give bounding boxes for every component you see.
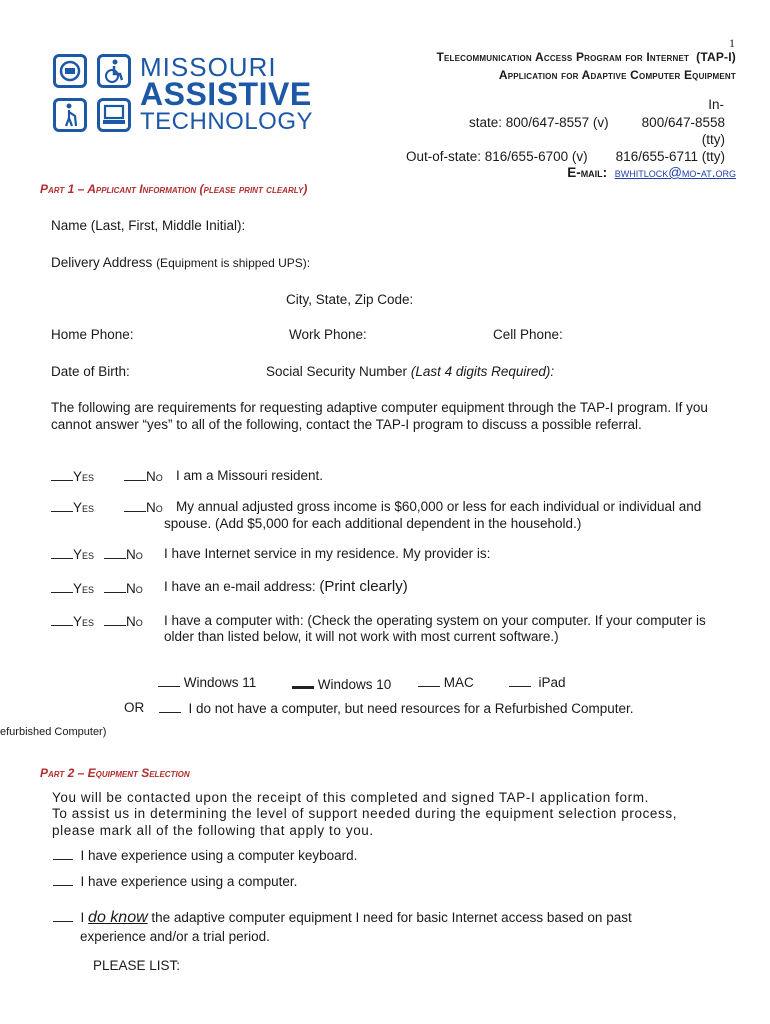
os-blank[interactable] [509,674,531,687]
os-blank[interactable] [292,674,314,689]
part2-item-computer[interactable]: I have experience using a computer. [53,873,297,889]
delivery-note: (Equipment is shipped UPS): [156,256,311,270]
program-title-text: Telecommunication Access Program for Internet [436,50,690,64]
part2-intro-1: You will be contacted upon the receipt of this completed and signed TAP-I application form. [52,790,649,805]
home-phone-label: Home Phone: [51,327,134,342]
item-blank[interactable] [53,873,73,886]
or-label: OR [124,700,145,715]
email-line [567,165,736,180]
program-title-tag: (TAP-I) [696,50,736,64]
q1-yes-blank[interactable] [51,468,73,481]
application-title: Application for Adaptive Computer Equipment [498,68,736,82]
q1-no-blank[interactable] [124,468,146,481]
q2-text-line1: My annual adjusted gross income is $60,000 or less for each individual or individual and [176,499,702,514]
q3-no-blank[interactable] [104,546,126,559]
name-label: Name (Last, First, Middle Initial): [51,218,246,233]
dob-label: Date of Birth: [51,364,130,379]
q4-yes[interactable]: Yes [51,580,94,596]
ssn-label [266,364,554,379]
logo-icons [53,54,133,134]
q5-yes[interactable]: Yes [51,613,94,629]
outstate-tty: 816/655-6711 (tty) [615,149,725,164]
q5-yes-blank[interactable] [51,613,73,626]
q4-no-blank[interactable] [104,580,126,593]
part2-item3-line2: experience and/or a trial period. [80,929,270,944]
q3-yes[interactable]: Yes [51,546,94,562]
q2-text-line2: spouse. (Add $5,000 for each additional dependent in the household.) [164,516,582,531]
part1-heading: Part 1 – Applicant Information (please print clearly) [40,182,308,196]
clipped-text: efurbished Computer) [0,726,107,738]
q2-yes-blank[interactable] [51,499,73,512]
item-blank[interactable] [53,847,73,860]
telephone-icon [53,54,87,88]
q2-yes[interactable]: Yes [51,499,94,515]
q4-note: (Print clearly) [319,578,408,595]
part2-intro-3: please mark all of the following that apply to you. [52,823,374,838]
page-number: 1 [729,36,735,50]
part2-item-keyboard[interactable]: I have experience using a computer keyboard. [53,847,357,863]
person-with-cane-icon [53,98,87,132]
program-title [436,50,736,64]
delivery-address-label [51,255,310,270]
part2-intro-2: To assist us in determining the level of support needed during the equipment selection process, [52,806,678,821]
q3-no[interactable]: No [104,546,143,562]
q3-yes-blank[interactable] [51,546,73,559]
ssn-text: Social Security Number [266,364,408,379]
os-option-mac[interactable]: MAC [418,674,474,690]
do-know-emphasis: do know [88,909,148,926]
please-list-label: PLEASE LIST: [93,958,181,973]
q1-text: I am a Missouri resident. [176,468,324,483]
q4-yes-blank[interactable] [51,580,73,593]
os-blank[interactable] [418,674,440,687]
no-computer-blank[interactable] [159,700,181,713]
item-blank[interactable] [53,909,73,922]
q5-no[interactable]: No [104,613,143,629]
q4-text [164,578,408,595]
q5-text-line1: I have a computer with: (Check the operating system on your computer. If your computer is [164,613,706,628]
cell-phone-label: Cell Phone: [493,327,563,342]
city-state-zip-label: City, State, Zip Code: [286,292,414,307]
wheelchair-icon [97,54,131,88]
computer-icon [97,98,131,132]
q3-text: I have Internet service in my residence. My provider is: [164,546,491,561]
logo-text-technology: TECHNOLOGY [140,108,314,135]
email-link[interactable]: bwhitlock@mo-at.org [614,165,736,180]
os-option-windows-10[interactable]: Windows 10 [292,674,391,692]
requirements-intro-1: The following are requirements for requesting adaptive computer equipment through the TAP-I program. If you [51,400,708,415]
q5-text-line2: older than listed below, it will not work with most current software.) [164,629,559,644]
q2-no[interactable]: No [124,499,163,515]
q4-no[interactable]: No [104,580,143,596]
os-option-windows-11[interactable]: Windows 11 [158,674,256,690]
instate-tty-label: (tty) [701,132,725,147]
part2-item-know-equipment[interactable]: I do know the adaptive computer equipment I need for basic Internet access based on past [53,909,632,927]
work-phone-label: Work Phone: [289,327,367,342]
q1-yes[interactable]: Yes [51,468,94,484]
q2-no-blank[interactable] [124,499,146,512]
ssn-note: (Last 4 digits Required): [410,364,555,379]
instate-in-label: In- [708,97,724,112]
q4-label: I have an e-mail address: [164,579,316,594]
part2-heading: Part 2 – Equipment Selection [40,766,190,780]
instate-tty-number: 800/647-8558 [641,115,725,130]
email-label: E-mail: [567,165,608,180]
no-computer-option[interactable]: I do not have a computer, but need resources for a Refurbished Computer. [159,700,634,716]
instate-voice: state: 800/647-8557 (v) [469,115,609,130]
outstate-voice: Out-of-state: 816/655-6700 (v) [406,149,588,164]
os-option-ipad[interactable]: iPad [509,674,566,690]
q5-no-blank[interactable] [104,613,126,626]
os-blank[interactable] [158,674,180,687]
logo-text-assistive: ASSISTIVE [140,76,312,112]
delivery-label: Delivery Address [51,255,153,270]
requirements-intro-2: cannot answer “yes” to all of the following, contact the TAP-I program to discuss a possible referral. [51,417,642,432]
logo-text-missouri: MISSOURI [140,52,277,82]
q1-no[interactable]: No [124,468,163,484]
